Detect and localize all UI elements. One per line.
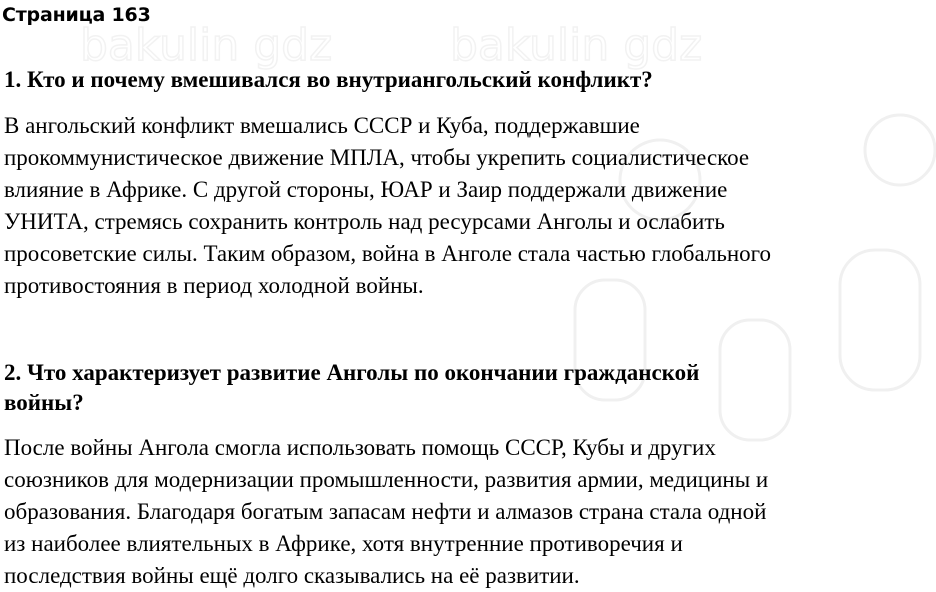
page-title: Страница 163 <box>2 4 151 26</box>
answer-1 <box>4 110 936 302</box>
answer-line: образования. Благодаря богатым запасам нефти и алмазов страна стала одной <box>4 499 767 524</box>
question-1: 1. Кто и почему вмешивался во внутриангольский конфликт? <box>4 67 653 92</box>
watermark-text: bakulin gdz <box>450 20 703 71</box>
question-line: 2. Что характеризует развитие Анголы по окончании гражданской <box>4 360 700 385</box>
watermark-text: bakulin gdz <box>80 20 333 71</box>
question-line: войны? <box>4 390 84 415</box>
answer-line: В ангольский конфликт вмешались СССР и Куба, поддержавшие <box>4 113 640 138</box>
answer-line: После войны Ангола смогла использовать помощь СССР, Кубы и других <box>4 435 716 460</box>
question-2 <box>4 358 904 418</box>
answer-line: союзников для модернизации промышленности, развития армии, медицины и <box>4 467 769 492</box>
answer-line: влияние в Африке. С другой стороны, ЮАР и Заир поддержали движение <box>4 177 728 202</box>
answer-line: последствия войны ещё долго сказывались на её развитии. <box>4 563 580 588</box>
answer-line: противостояния в период холодной войны. <box>4 273 424 298</box>
answer-line: просоветские силы. Таким образом, война в Анголе стала частью глобального <box>4 241 772 266</box>
answer-line: прокоммунистическое движение МПЛА, чтобы укрепить социалистическое <box>4 145 750 170</box>
answer-2 <box>4 432 936 592</box>
answer-line: из наиболее влиятельных в Африке, хотя внутренние противоречия и <box>4 531 683 556</box>
answer-line: УНИТА, стремясь сохранить контроль над ресурсами Анголы и ослабить <box>4 209 725 234</box>
